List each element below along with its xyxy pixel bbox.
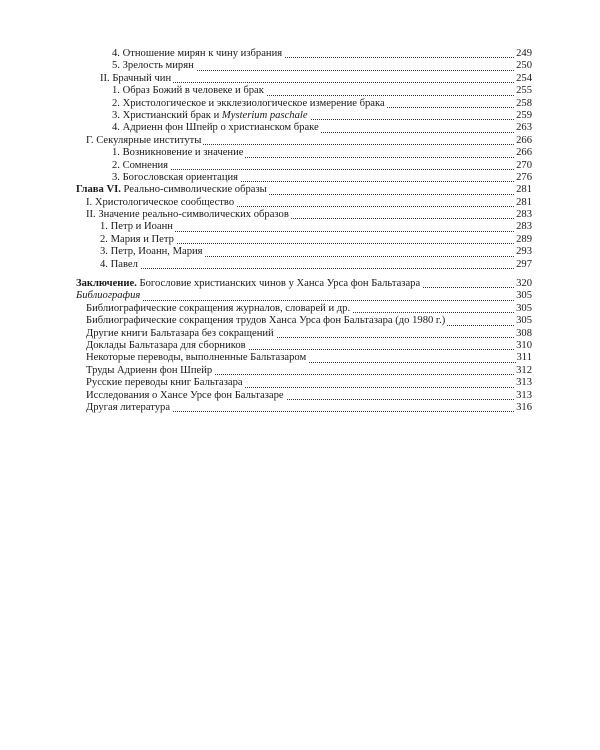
toc-entry-title: [86, 340, 248, 351]
entry-text: 3. Богословская ориентация: [112, 171, 239, 183]
entry-text: II. Брачный чин: [100, 72, 172, 84]
toc-entry-title: [76, 184, 269, 195]
entry-text: Реально-символические образы: [120, 184, 267, 196]
toc-entry-title: [100, 259, 140, 270]
toc-row: [0, 73, 600, 85]
toc-row: [0, 278, 600, 290]
entry-text: 5. Зрелость мирян: [112, 60, 194, 72]
page-number: 316: [516, 401, 532, 413]
toc-entry[interactable]: [86, 402, 532, 414]
toc-entry[interactable]: [112, 147, 532, 159]
toc-row: [0, 402, 600, 414]
toc-entry[interactable]: [112, 48, 532, 60]
toc-row: [0, 377, 600, 389]
toc-row: [0, 197, 600, 209]
toc-entry-title: [86, 390, 286, 401]
toc-entry-title: [86, 352, 308, 363]
toc-row: [0, 48, 600, 60]
entry-italic-text: Mysterium paschale: [221, 109, 308, 121]
toc-entry[interactable]: [86, 328, 532, 340]
toc-entry-title: [86, 402, 172, 413]
entry-text: 2. Мария и Петр: [100, 233, 174, 245]
toc-entry-title: [100, 73, 173, 84]
entry-text: 3. Петр, Иоанн, Мария: [100, 246, 203, 258]
page-number: 270: [516, 159, 532, 171]
toc-entry-title: [76, 278, 422, 289]
page-number: 305: [516, 290, 532, 302]
page-number: 258: [516, 97, 532, 109]
page-number: 293: [516, 246, 532, 258]
page-number: 255: [516, 85, 532, 97]
entry-text: Некоторые переводы, выполненные Бальтазаром: [86, 352, 307, 364]
toc-entry-title: [100, 234, 176, 245]
entry-text: 1. Возникновение и значение: [112, 147, 244, 159]
entry-text: Г. Секулярные институты: [86, 134, 202, 146]
toc-entry-title: [112, 172, 240, 183]
page-number: 259: [516, 109, 532, 121]
entry-text: Другая литература: [86, 401, 171, 413]
entry-text: 4. Адриенн фон Шпейр о христианском браке: [112, 122, 319, 134]
toc-entry[interactable]: [86, 377, 532, 389]
toc-entry[interactable]: [100, 246, 532, 258]
entry-text: I. Христологическое сообщество: [86, 196, 235, 208]
toc-entry[interactable]: [112, 160, 532, 172]
page-number: 281: [516, 196, 532, 208]
dot-leader: [76, 300, 532, 301]
toc-row: [0, 259, 600, 271]
toc-entry[interactable]: [76, 278, 532, 290]
toc-entry-title: [86, 303, 352, 314]
toc-row: [0, 234, 600, 246]
toc-entry[interactable]: [76, 184, 532, 196]
page-number: 281: [516, 184, 532, 196]
entry-text: Другие книги Бальтазара без сокращений: [86, 327, 274, 339]
entry-text: Библиографические сокращения трудов Ханса Урса фон Бальтазара (до 1980 г.): [86, 315, 446, 327]
toc-entry[interactable]: [112, 60, 532, 72]
toc-row: [0, 390, 600, 402]
toc-row: [0, 328, 600, 340]
toc-entry[interactable]: [112, 122, 532, 134]
page-number: 266: [516, 147, 532, 159]
toc-row: [0, 172, 600, 184]
entry-text: Труды Адриенн фон Шпейр: [86, 364, 213, 376]
page-number: 305: [516, 302, 532, 314]
toc-entry[interactable]: [112, 172, 532, 184]
page-number: 305: [516, 315, 532, 327]
page-number: 249: [516, 48, 532, 59]
page-number: 276: [516, 171, 532, 183]
page-number: 289: [516, 233, 532, 245]
page-number: 312: [516, 364, 532, 376]
toc-entry[interactable]: [100, 259, 532, 271]
toc-entry-title: [100, 221, 175, 232]
toc-entry[interactable]: [86, 352, 532, 364]
toc-entry-title: [86, 197, 236, 208]
toc-row: [0, 122, 600, 134]
toc-entry-title: [86, 135, 203, 146]
page-number: 250: [516, 60, 532, 72]
toc-entry[interactable]: [86, 340, 532, 352]
toc-row: [0, 221, 600, 233]
page-number: 311: [516, 352, 532, 364]
toc-entry-title: [86, 328, 276, 339]
page-number: 283: [516, 221, 532, 233]
toc-entry[interactable]: [86, 303, 532, 315]
toc-entry-title: [86, 315, 447, 326]
toc-row: [0, 60, 600, 72]
toc-entry[interactable]: [76, 290, 532, 302]
toc-entry[interactable]: [100, 234, 532, 246]
toc-entry-title: [86, 377, 245, 388]
page-number: 266: [516, 134, 532, 146]
toc-row: [0, 209, 600, 221]
page-number: 313: [516, 389, 532, 401]
toc-entry-title: [112, 60, 196, 71]
entry-text: 1. Образ Божий в человеке и брак: [112, 85, 264, 97]
toc-row: [0, 147, 600, 159]
toc-entry-title: [112, 48, 284, 59]
toc-row: [0, 352, 600, 364]
page-number: 283: [516, 209, 532, 221]
toc-entry-title: [100, 246, 205, 257]
toc-entry[interactable]: [112, 98, 532, 110]
toc-entry[interactable]: [100, 73, 532, 85]
page-number: 254: [516, 72, 532, 84]
toc-entry-title: [112, 110, 310, 121]
chapter-label: Заключение.: [76, 278, 137, 290]
toc-row: [0, 340, 600, 352]
entry-text: Богословие христианских чинов у Ханса Урса фон Бальтазара: [136, 278, 421, 290]
toc-row: [0, 303, 600, 315]
page-number: 320: [516, 278, 532, 290]
section-label: Библиография: [76, 290, 141, 302]
toc-entry-title: [112, 85, 266, 96]
toc-entry-title: [86, 365, 214, 376]
toc-row: [0, 365, 600, 377]
page-number: 313: [516, 377, 532, 389]
page-number: 308: [516, 327, 532, 339]
table-of-contents: [0, 48, 600, 414]
entry-text: Доклады Бальтазара для сборников: [86, 339, 246, 351]
toc-row: [0, 110, 600, 122]
toc-entry[interactable]: [112, 85, 532, 97]
toc-row: [0, 160, 600, 172]
toc-entry[interactable]: [86, 209, 532, 221]
entry-text: Исследования о Хансе Урсе фон Бальтазаре: [86, 389, 284, 401]
toc-entry-title: [112, 122, 321, 133]
entry-text: 4. Отношение мирян к чину избрания: [112, 48, 283, 59]
toc-row: [0, 315, 600, 327]
dot-leader: [100, 268, 532, 269]
toc-entry[interactable]: [86, 197, 532, 209]
entry-text: II. Значение реально-символических образов: [86, 209, 289, 221]
toc-entry[interactable]: [86, 390, 532, 402]
toc-entry-title: [112, 147, 245, 158]
entry-text: 2. Сомнения: [112, 159, 169, 171]
toc-row: [0, 246, 600, 258]
entry-text: 2. Христологическое и экклезиологическое измерение брака: [112, 97, 385, 109]
entry-text: 4. Павел: [100, 258, 138, 270]
toc-row: [0, 290, 600, 302]
toc-entry[interactable]: [100, 221, 532, 233]
toc-row: [0, 85, 600, 97]
toc-entry-title: [76, 290, 142, 301]
entry-text: 1. Петр и Иоанн: [100, 221, 173, 233]
toc-entry-title: [112, 160, 170, 171]
entry-text: Библиографические сокращения журналов, словарей и др.: [86, 302, 351, 314]
toc-entry[interactable]: [86, 135, 532, 147]
page-number: 297: [516, 258, 532, 270]
toc-row: [0, 98, 600, 110]
dot-leader: [112, 169, 532, 170]
toc-entry-title: [112, 98, 387, 109]
chapter-label: Глава VI.: [76, 184, 121, 196]
entry-text: 3. Христианский брак и: [112, 109, 222, 121]
toc-entry[interactable]: [112, 110, 532, 122]
toc-entry-title: [86, 209, 291, 220]
page-number: 263: [516, 122, 532, 134]
toc-row: [0, 184, 600, 196]
entry-text: Русские переводы книг Бальтазара: [86, 377, 243, 389]
toc-row: [0, 135, 600, 147]
toc-entry[interactable]: [86, 315, 532, 327]
page-number: 310: [516, 339, 532, 351]
toc-entry[interactable]: [86, 365, 532, 377]
